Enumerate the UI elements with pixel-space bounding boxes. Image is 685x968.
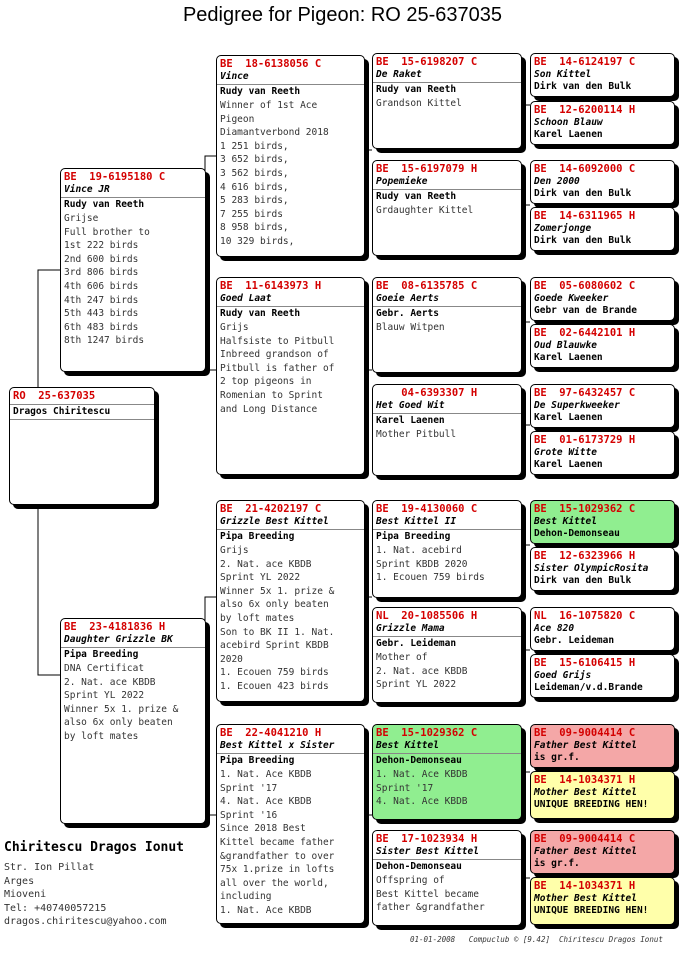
ggp-info	[373, 873, 521, 915]
info-line: 1. Nat. Ace KBDB	[376, 769, 468, 780]
gggp-breeder: UNIQUE BREEDING HEN!	[534, 799, 649, 810]
gggp-breeder: is gr.f.	[534, 858, 580, 869]
gggp-ring: BE 14-1034371 H	[534, 880, 636, 892]
gggp-card-7[interactable]	[530, 384, 675, 428]
divider	[61, 197, 205, 198]
info-line: Offspring of	[376, 875, 445, 886]
gggp-card-4[interactable]	[530, 207, 675, 251]
gggp-card-16[interactable]	[530, 877, 675, 925]
gggp-name: Zomerjonge	[534, 223, 592, 234]
gggp-breeder: Leideman/v.d.Brande	[534, 682, 643, 693]
info-line: Since 2018 Best	[220, 823, 306, 835]
divider	[373, 82, 521, 83]
gggp-name: Schoon Blauw	[534, 117, 603, 128]
owner-address-line: Arges	[4, 875, 35, 887]
owner-info	[4, 840, 184, 929]
gggp-name: Best Kittel	[534, 516, 597, 527]
ggp-dds-card[interactable]	[372, 724, 522, 820]
info-line: including	[220, 891, 272, 903]
ggp-info	[373, 96, 521, 111]
ggp-breeder: Rudy van Reeth	[376, 191, 457, 202]
ggp-breeder: Rudy van Reeth	[376, 84, 457, 95]
gggp-name: Goed Grijs	[534, 670, 592, 681]
ggp-dss-card[interactable]	[372, 500, 522, 598]
sire-sire-breeder: Rudy van Reeth	[220, 86, 301, 97]
sire-info	[61, 211, 205, 348]
ggp-ring: BE 19-4130060 C	[376, 503, 478, 515]
gggp-ring: BE 97-6432457 C	[534, 387, 636, 399]
ggp-name: Grizzle Mama	[376, 623, 445, 634]
info-line: 1. Nat. Ace KBDB	[220, 904, 312, 916]
divider	[61, 647, 205, 648]
gggp-ring: BE 12-6200114 H	[534, 104, 636, 116]
dam-dam-card[interactable]	[216, 724, 365, 924]
info-line: Full brother to	[64, 226, 150, 238]
ggp-name: Goeie Aerts	[376, 293, 439, 304]
sire-dam-ring: BE 11-6143973 H	[220, 280, 322, 292]
info-line: 4 616 birds,	[220, 181, 289, 193]
gggp-ring: BE 12-6323966 H	[534, 550, 636, 562]
gggp-breeder: Dirk van den Bulk	[534, 188, 632, 199]
ggp-breeder: Karel Laenen	[376, 415, 445, 426]
sire-ring: BE 19-6195180 C	[64, 171, 166, 183]
owner-name: Chiritescu Dragos Ionut	[4, 840, 185, 855]
info-line: Sprint '17	[376, 782, 434, 794]
info-line: Winner 5x 1. prize &	[64, 703, 179, 715]
gggp-breeder: Dirk van den Bulk	[534, 575, 632, 586]
ggp-ring: BE 15-1029362 C	[376, 727, 478, 739]
gggp-breeder: Karel Laenen	[534, 129, 603, 140]
gggp-card-9[interactable]	[530, 500, 675, 544]
gggp-name: De Superkweeker	[534, 400, 620, 411]
dam-dam-ring: BE 22-4041210 H	[220, 727, 322, 739]
gggp-ring: BE 15-6106415 H	[534, 657, 636, 669]
ggp-ring: BE 08-6135785 C	[376, 280, 478, 292]
gggp-card-13[interactable]	[530, 724, 675, 768]
gggp-ring: BE 14-6311965 H	[534, 210, 636, 222]
sire-sire-ring: BE 18-6138056 C	[220, 58, 322, 70]
ggp-ring: 04-6393307 H	[376, 387, 478, 399]
gggp-breeder: Karel Laenen	[534, 352, 603, 363]
gggp-name: Mother Best Kittel	[534, 893, 637, 904]
sire-card[interactable]	[60, 168, 206, 372]
gggp-ring: BE 14-6092000 C	[534, 163, 636, 175]
info-line: DNA Certificat	[64, 663, 145, 674]
gggp-name: Ace 820	[534, 623, 575, 634]
info-line: Sprint '17	[220, 782, 278, 794]
info-line: Mother of	[376, 652, 428, 663]
gggp-card-15[interactable]	[530, 830, 675, 874]
dam-dam-breeder: Pipa Breeding	[220, 755, 295, 766]
info-line: 10 329 birds,	[220, 235, 295, 247]
divider	[373, 306, 521, 307]
gggp-breeder: UNIQUE BREEDING HEN!	[534, 905, 649, 916]
info-line: Romenian to Sprint	[220, 389, 323, 401]
ggp-breeder: Dehon-Demonseau	[376, 755, 462, 766]
divider	[217, 306, 364, 307]
info-line: 1. Ecouen 759 birds	[376, 572, 485, 584]
gggp-name: Oud Blauwke	[534, 340, 597, 351]
divider	[10, 419, 154, 420]
divider	[10, 404, 154, 405]
divider	[373, 189, 521, 190]
dam-card[interactable]	[60, 618, 206, 824]
gggp-breeder: is gr.f.	[534, 752, 580, 763]
gggp-name: Father Best Kittel	[534, 846, 637, 857]
sire-sire-card[interactable]	[216, 55, 365, 257]
gggp-card-12[interactable]	[530, 654, 675, 698]
info-line: also 6x only beaten	[220, 599, 329, 611]
ggp-name: Popemieke	[376, 176, 428, 187]
ggp-breeder: Gebr. Leideman	[376, 638, 457, 649]
info-line: 1. Nat. Ace KBDB	[220, 769, 312, 780]
ggp-name: Sister Best Kittel	[376, 846, 479, 857]
info-line: 3rd 806 birds	[64, 267, 139, 279]
info-line: by loft mates	[220, 612, 295, 624]
gggp-name: Father Best Kittel	[534, 740, 637, 751]
subject-breeder: Dragos Chiritescu	[13, 406, 111, 417]
gggp-breeder: Dirk van den Bulk	[534, 235, 632, 246]
ggp-name: De Raket	[376, 69, 422, 80]
dam-sire-breeder: Pipa Breeding	[220, 531, 295, 542]
divider	[217, 84, 364, 85]
gggp-ring: BE 14-1034371 H	[534, 774, 636, 786]
gggp-card-3[interactable]	[530, 160, 675, 204]
divider	[373, 413, 521, 414]
gggp-ring: BE 14-6124197 C	[534, 56, 636, 68]
gggp-ring: BE 09-9004414 C	[534, 727, 636, 739]
dam-info	[61, 661, 205, 744]
ggp-dsd-card[interactable]	[372, 607, 522, 703]
gggp-name: Mother Best Kittel	[534, 787, 637, 798]
gggp-name: Grote Witte	[534, 447, 597, 458]
gggp-ring: BE 01-6173729 H	[534, 434, 636, 446]
info-line: Sprint YL 2022	[64, 690, 145, 702]
ggp-name: Best Kittel	[376, 740, 439, 751]
info-line: Winner of 1st Ace	[220, 100, 318, 111]
info-line: Grijse	[64, 213, 99, 224]
divider	[217, 529, 364, 530]
info-line: 2 top pigeons in	[220, 376, 312, 388]
info-line: 1. Nat. acebird	[376, 545, 462, 556]
gggp-breeder: Karel Laenen	[534, 412, 603, 423]
ggp-ring: BE 17-1023934 H	[376, 833, 478, 845]
ggp-ring: NL 20-1085506 H	[376, 610, 478, 622]
info-line: 7 255 birds	[220, 208, 283, 220]
gggp-breeder: Gebr. Leideman	[534, 635, 615, 646]
info-line: 1st 222 birds	[64, 240, 139, 252]
dam-sire-info	[217, 543, 364, 694]
gggp-card-2[interactable]	[530, 101, 675, 145]
info-line: Grandson Kittel	[376, 98, 462, 109]
gggp-card-1[interactable]	[530, 53, 675, 97]
info-line: 4. Nat. Ace KBDB	[376, 796, 468, 808]
gggp-card-14[interactable]	[530, 771, 675, 819]
info-line: Blauw Witpen	[376, 322, 445, 333]
info-line: Diamantverbond 2018	[220, 127, 329, 139]
ggp-info	[373, 427, 521, 442]
info-line: 4th 247 birds	[64, 294, 139, 306]
dam-name: Daughter Grizzle BK	[64, 634, 173, 645]
ggp-name: Het Goed Wit	[376, 400, 445, 411]
info-line: 4. Nat. Ace KBDB	[220, 796, 312, 808]
info-line: Winner 5x 1. prize &	[220, 585, 335, 597]
info-line: Grijs	[220, 322, 249, 333]
dam-dam-name: Best Kittel x Sister	[220, 740, 335, 751]
gggp-name: Den 2000	[534, 176, 580, 187]
info-line: 5th 443 birds	[64, 308, 139, 320]
info-line: 2nd 600 birds	[64, 253, 139, 265]
sire-dam-name: Goed Laat	[220, 293, 272, 304]
gggp-ring: BE 05-6080602 C	[534, 280, 636, 292]
subject-ring: RO 25-637035	[13, 390, 96, 402]
info-line: Mother Pitbull	[376, 429, 457, 440]
ggp-ssd-card[interactable]	[372, 160, 522, 256]
divider	[373, 859, 521, 860]
owner-email: dragos.chiritescu@yahoo.com	[4, 916, 167, 927]
dam-breeder: Pipa Breeding	[64, 649, 139, 660]
ggp-info	[373, 203, 521, 218]
info-line: 3 562 birds,	[220, 167, 289, 179]
info-line: and Long Distance	[220, 403, 318, 415]
ggp-ring: BE 15-6198207 C	[376, 56, 478, 68]
ggp-breeder: Dehon-Demonseau	[376, 861, 462, 872]
gggp-breeder: Dirk van den Bulk	[534, 81, 632, 92]
gggp-ring: BE 15-1029362 C	[534, 503, 636, 515]
info-line: 2020	[220, 653, 243, 665]
gggp-ring: BE 09-9004414 C	[534, 833, 636, 845]
info-line: &grandfather to over	[220, 850, 335, 862]
info-line: Pitbull is father of	[220, 362, 335, 374]
divider	[373, 753, 521, 754]
sire-dam-info	[217, 320, 364, 416]
info-line: 75x 1.prize in lofts	[220, 864, 335, 876]
ggp-breeder: Gebr. Aerts	[376, 308, 439, 319]
gggp-card-8[interactable]	[530, 431, 675, 475]
ggp-breeder: Pipa Breeding	[376, 531, 451, 542]
ggp-info	[373, 650, 521, 692]
info-line: 1. Ecouen 759 birds	[220, 667, 329, 679]
gggp-card-6[interactable]	[530, 324, 675, 368]
dam-ring: BE 23-4181836 H	[64, 621, 166, 633]
info-line: 3 652 birds,	[220, 154, 289, 166]
info-line: Son to BK II 1. Nat.	[220, 626, 335, 638]
ggp-info	[373, 543, 521, 585]
ggp-info	[373, 320, 521, 335]
info-line: 1. Ecouen 423 birds	[220, 680, 329, 692]
info-line: Best Kittel became	[376, 888, 479, 900]
gggp-name: Sister OlympicRosita	[534, 563, 649, 574]
ggp-info	[373, 767, 521, 809]
ggp-ddd-card[interactable]	[372, 830, 522, 926]
sire-dam-card[interactable]	[216, 277, 365, 475]
gggp-ring: BE 02-6442101 H	[534, 327, 636, 339]
gggp-breeder: Dehon-Demonseau	[534, 528, 620, 539]
info-line: all over the world,	[220, 877, 329, 889]
owner-address-line: Str. Ion Pillat	[4, 862, 95, 873]
sire-sire-name: Vince	[220, 71, 249, 82]
info-line: 5 283 birds,	[220, 195, 289, 207]
info-line: father &grandfather	[376, 902, 485, 914]
info-line: 4th 606 birds	[64, 280, 139, 292]
gggp-breeder: Gebr van de Brande	[534, 305, 637, 316]
info-line: 2. Nat. ace KBDB	[376, 665, 468, 677]
ggp-sds-card[interactable]	[372, 277, 522, 373]
gggp-card-11[interactable]	[530, 607, 675, 651]
owner-address-line: Mioveni	[4, 889, 47, 900]
dam-sire-card[interactable]	[216, 500, 365, 702]
sire-sire-info	[217, 98, 364, 249]
footer-credit: 01-01-2008 Compuclub © [9.42] Chiritescu Dragos Ionut	[410, 935, 663, 944]
info-line: Pigeon	[220, 113, 255, 125]
info-line: 2. Nat. ace KBDB	[220, 558, 312, 570]
info-line: Halfsiste to Pitbull	[220, 335, 335, 347]
info-line: 2. Nat. ace KBDB	[64, 676, 156, 688]
divider	[373, 529, 521, 530]
sire-dam-breeder: Rudy van Reeth	[220, 308, 301, 319]
info-line: Sprint KBDB 2020	[376, 558, 468, 570]
page-title: Pedigree for Pigeon: RO 25-637035	[182, 4, 503, 26]
info-line: 8th 1247 birds	[64, 335, 145, 347]
gggp-card-5[interactable]	[530, 277, 675, 321]
info-line: 8 958 birds,	[220, 222, 289, 234]
info-line: Sprint '16	[220, 809, 278, 821]
info-line: 6th 483 birds	[64, 321, 139, 333]
info-line: Sprint YL 2022	[220, 572, 301, 584]
info-line: by loft mates	[64, 730, 139, 742]
ggp-sss-card[interactable]	[372, 53, 522, 149]
ggp-sdd-card[interactable]	[372, 384, 522, 476]
info-line: also 6x only beaten	[64, 717, 173, 729]
gggp-ring: NL 16-1075820 C	[534, 610, 636, 622]
subject-card[interactable]	[9, 387, 155, 505]
ggp-ring: BE 15-6197079 H	[376, 163, 478, 175]
info-line: Kittel became father	[220, 836, 335, 848]
gggp-name: Son Kittel	[534, 69, 592, 80]
info-line: Grijs	[220, 545, 249, 556]
sire-breeder: Rudy van Reeth	[64, 199, 145, 210]
dam-dam-info	[217, 767, 364, 918]
sire-name: Vince JR	[64, 184, 110, 195]
dam-sire-ring: BE 21-4202197 C	[220, 503, 322, 515]
gggp-card-10[interactable]	[530, 547, 675, 591]
divider	[373, 636, 521, 637]
owner-phone: Tel: +40740057215	[4, 902, 107, 914]
dam-sire-name: Grizzle Best Kittel	[220, 516, 329, 527]
info-line: 1 251 birds,	[220, 140, 289, 152]
info-line: Grdaughter Kittel	[376, 205, 474, 216]
divider	[217, 753, 364, 754]
info-line: acebird Sprint KBDB	[220, 640, 329, 652]
info-line: Sprint YL 2022	[376, 679, 457, 691]
gggp-breeder: Karel Laenen	[534, 459, 603, 470]
info-line: Inbreed grandson of	[220, 349, 329, 361]
gggp-name: Goede Kweeker	[534, 293, 609, 304]
ggp-name: Best Kittel II	[376, 516, 457, 527]
